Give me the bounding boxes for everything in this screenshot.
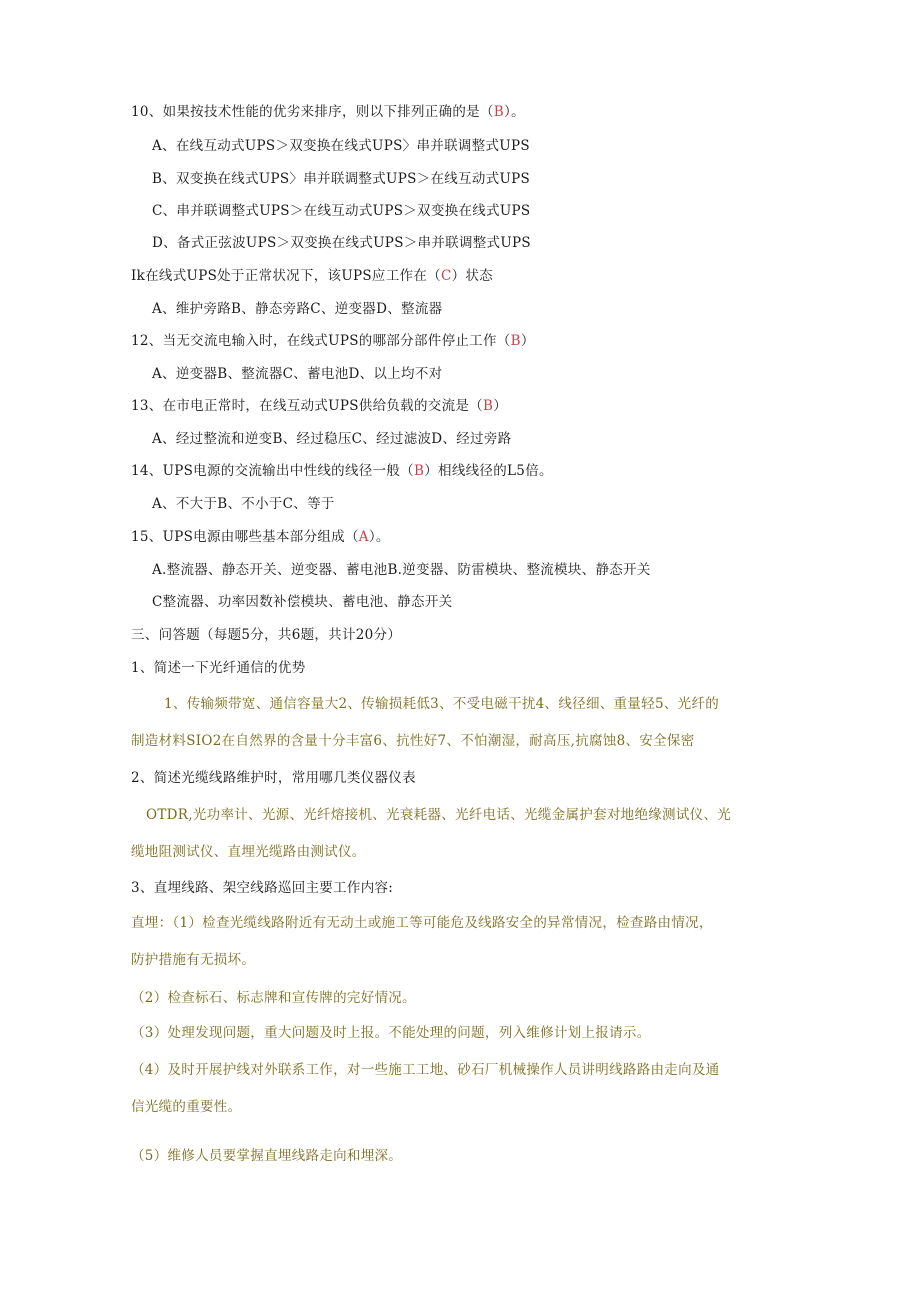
answer-mark: B bbox=[414, 463, 425, 479]
option-d: D、备式正弦波UPS＞双变换在线式UPS＞串并联调整式UPS bbox=[152, 235, 531, 251]
essay-answer-2-line-1: OTDR,光功率计、光源、光纤熔接机、光衰耗器、光纤电话、光缆金属护套对地绝缘测试仪、光 bbox=[146, 807, 732, 823]
answer-mark: B bbox=[510, 333, 521, 349]
question-stem-text: 10、如果按技术性能的优劣来排序，则以下排列正确的是（ bbox=[131, 104, 494, 120]
question-stem-text: ）。 bbox=[504, 104, 525, 120]
essay-answer-2-line-2: 缆地阻测试仪、直埋光缆路由测试仪。 bbox=[131, 844, 366, 860]
question-stem-text: 14、UPS电源的交流输出中性线的线径一般（ bbox=[131, 463, 414, 479]
essay-answer-3-line-6: 信光缆的重要性。 bbox=[131, 1099, 242, 1115]
question-14-stem bbox=[131, 461, 553, 481]
answer-mark: C bbox=[440, 268, 452, 284]
option-c: C、串并联调整式UPS＞在线互动式UPS＞双变换在线式UPS bbox=[152, 203, 531, 219]
question-stem-text: ） bbox=[493, 398, 508, 414]
essay-answer-3-line-3: （2）检查标石、标志牌和宣传牌的完好情况。 bbox=[131, 990, 416, 1006]
question-13-stem bbox=[131, 396, 507, 416]
option-b: B、双变换在线式UPS〉串并联调整式UPS＞在线互动式UPS bbox=[152, 171, 531, 187]
question-10-stem bbox=[131, 102, 525, 122]
question-stem-text: ）。 bbox=[368, 529, 390, 545]
question-stem-text: 12、当无交流电输入时，在线式UPS的哪部分部件停止工作（ bbox=[131, 333, 511, 349]
question-12-options: A、逆变器B、整流器C、蓄电池D、以上均不对 bbox=[152, 366, 443, 382]
question-15-option-line-1: A.整流器、静态开关、逆变器、蓄电池B.逆变器、防雷模块、整流模块、静态开关 bbox=[152, 562, 651, 578]
essay-answer-1-line-2: 制造材料SIO2在自然界的含量十分丰富6、抗性好7、不怕潮湿，耐高压,抗腐蚀8、安全保密 bbox=[131, 733, 695, 749]
essay-question-2-title: 2、简述光缆线路维护时，常用哪几类仪器仪表 bbox=[131, 770, 416, 786]
essay-answer-3-line-2: 防护措施有无损坏。 bbox=[131, 952, 256, 968]
essay-answer-3-line-7: （5）维修人员要掌握直埋线路走向和埋深。 bbox=[131, 1148, 403, 1164]
essay-question-1-title: 1、简述一下光纤通信的优势 bbox=[131, 660, 306, 676]
answer-mark: B bbox=[483, 398, 494, 414]
question-11-stem bbox=[131, 266, 493, 286]
question-stem-text: Ik在线式UPS处于正常状况下，该UPS应工作在（ bbox=[131, 268, 441, 284]
question-13-options: A、经过整流和逆变B、经过稳压C、经过滤波D、经过旁路 bbox=[152, 431, 512, 447]
question-stem-text: ）状态 bbox=[451, 268, 493, 284]
question-stem-text: ） bbox=[520, 333, 535, 349]
essay-answer-3-line-1: 直埋：（1）检查光缆线路附近有无动土或施工等可能危及线路安全的异常情况，检查路由情况， bbox=[131, 915, 713, 931]
answer-mark: B bbox=[493, 104, 505, 120]
question-stem-text: 15、UPS电源由哪些基本部分组成（ bbox=[131, 529, 359, 545]
question-14-options: A、不大于B、不小于C、等于 bbox=[152, 496, 335, 512]
question-12-stem bbox=[131, 331, 535, 351]
essay-answer-3-line-5: （4）及时开展护线对外联系工作，对一些施工工地、砂石厂机械操作人员讲明线路路由走向及通 bbox=[131, 1062, 720, 1078]
question-11-options: A、维护旁路B、静态旁路C、逆变器D、整流器 bbox=[152, 301, 443, 317]
essay-answer-3-line-4: （3）处理发现问题，重大问题及时上报。不能处理的问题，列入维修计划上报请示。 bbox=[131, 1025, 651, 1041]
question-stem-text: ）相线线径的L5倍。 bbox=[424, 463, 553, 479]
essay-answer-1-line-1: 1、传输频带宽、通信容量大2、传输损耗低3、不受电磁干扰4、线径细、重量轻5、光纤的 bbox=[164, 696, 720, 712]
answer-mark: A bbox=[358, 529, 369, 545]
option-a: A、在线互动式UPS＞双变换在线式UPS〉串并联调整式UPS bbox=[152, 138, 530, 154]
question-15-stem bbox=[131, 527, 390, 547]
essay-question-3-title: 3、直埋线路、架空线路巡回主要工作内容: bbox=[131, 880, 394, 896]
section-heading: 三、问答题（每题5分，共6题，共计20分） bbox=[131, 627, 402, 643]
question-stem-text: 13、在市电正常时，在线互动式UPS供给负载的交流是（ bbox=[131, 398, 483, 414]
question-15-option-line-2: C整流器、功率因数补偿模块、蓄电池、静态开关 bbox=[152, 594, 453, 610]
